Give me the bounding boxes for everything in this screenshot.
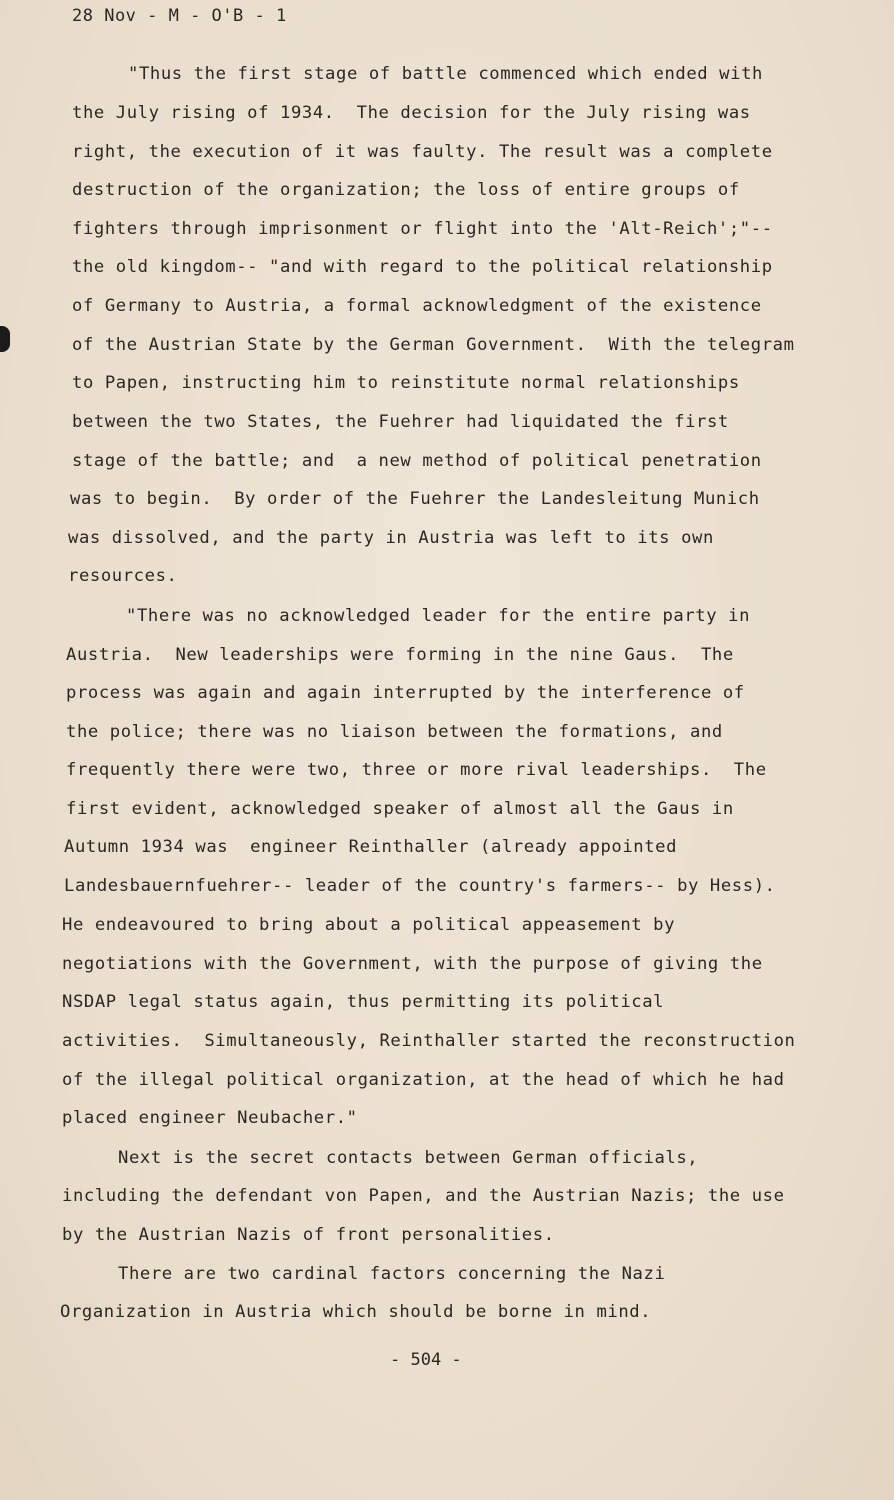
text-line: by the Austrian Nazis of front personalities. [62,1225,555,1245]
text-line: including the defendant von Papen, and the Austrian Nazis; the use [62,1186,785,1206]
text-line: destruction of the organization; the loss of entire groups of [72,180,740,200]
text-line: fighters through imprisonment or flight into the 'Alt-Reich';"-- [72,219,773,239]
text-line: between the two States, the Fuehrer had liquidated the first [72,412,729,432]
text-line: stage of the battle; and a new method of political penetration [72,451,762,471]
text-line: frequently there were two, three or more rival leaderships. The [66,760,767,780]
document-header: 28 Nov - M - O'B - 1 [72,6,287,26]
text-line: Autumn 1934 was engineer Reinthaller (already appointed [64,837,678,857]
page-number: - 504 - [390,1350,462,1370]
text-line: the July rising of 1934. The decision for the July rising was [72,103,751,123]
text-line: process was again and again interrupted by the interference of [66,683,745,703]
text-line: first evident, acknowledged speaker of almost all the Gaus in [66,799,734,819]
text-line: "There was no acknowledged leader for the entire party in [126,606,751,626]
text-line: negotiations with the Government, with the purpose of giving the [62,954,763,974]
text-line: Next is the secret contacts between German officials, [118,1148,699,1168]
text-line: was dissolved, and the party in Austria was left to its own [68,528,714,548]
text-line: He endeavoured to bring about a political appeasement by [62,915,676,935]
text-line: Landesbauernfuehrer-- leader of the country's farmers-- by Hess). [64,876,776,896]
text-line: NSDAP legal status again, thus permitting its political [62,992,665,1012]
text-line: was to begin. By order of the Fuehrer the Landesleitung Munich [70,489,760,509]
text-line: activities. Simultaneously, Reinthaller started the reconstruction [62,1031,796,1051]
text-line: "Thus the first stage of battle commenced which ended with [128,64,763,84]
text-line: of the illegal political organization, at the head of which he had [62,1070,785,1090]
text-line: the old kingdom-- "and with regard to the political relationship [72,257,773,277]
text-line: of Germany to Austria, a formal acknowledgment of the existence [72,296,762,316]
text-line: There are two cardinal factors concerning the Nazi [118,1264,666,1284]
text-line: Organization in Austria which should be borne in mind. [60,1302,652,1322]
text-line: the police; there was no liaison between the formations, and [66,722,723,742]
text-line: right, the execution of it was faulty. The result was a complete [72,142,773,162]
text-line: Austria. New leaderships were forming in the nine Gaus. The [66,645,734,665]
text-line: to Papen, instructing him to reinstitute normal relationships [72,373,740,393]
text-line: resources. [68,566,178,586]
text-line: placed engineer Neubacher." [62,1108,358,1128]
binder-punch-mark [0,326,10,352]
text-line: of the Austrian State by the German Government. With the telegram [72,335,795,355]
